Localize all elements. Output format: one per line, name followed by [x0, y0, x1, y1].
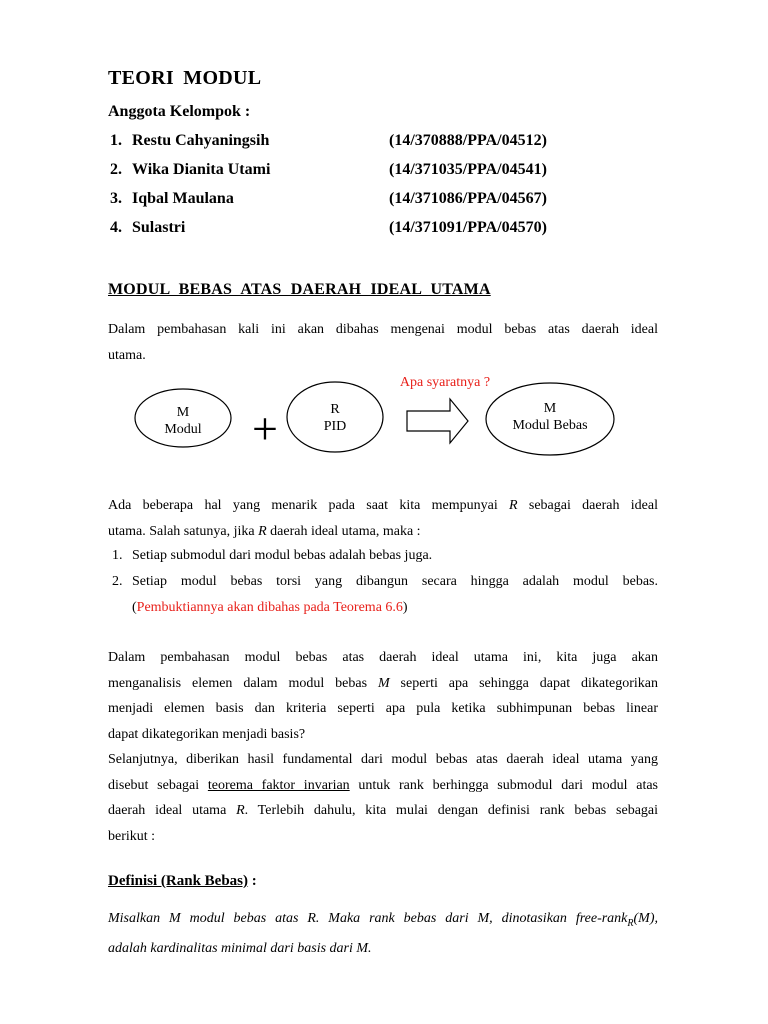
proof-reference: Pembuktiannya akan dibahas pada Teorema 6.6 [136, 599, 403, 615]
text-line [108, 493, 658, 519]
text-line: menjadi elemen basis dan kriteria seperti apa pula ketika subhimpunan bebas linear [108, 701, 658, 716]
member-number: 2. [110, 161, 122, 178]
ellipse-line: M [543, 401, 557, 416]
ellipse-line: PID [323, 419, 347, 434]
text-run: untuk rank berhingga submodul dari modul atas [349, 777, 658, 793]
text-line [132, 595, 658, 621]
text-run: daerah ideal utama, maka : [266, 523, 421, 539]
text-line [108, 906, 658, 936]
text-line [108, 671, 658, 697]
ellipse-line: Modul [164, 422, 202, 437]
text-run: (M), [633, 911, 658, 926]
math-symbol: M [377, 675, 390, 691]
member-number: 3. [110, 190, 122, 207]
member-row [108, 190, 578, 212]
list-text: Setiap submodul dari modul bebas adalah bebas juga. [132, 548, 433, 563]
member-name: Sulastri [132, 219, 186, 236]
member-name: Wika Dianita Utami [132, 161, 271, 178]
section-title: MODUL BEBAS ATAS DAERAH IDEAL UTAMA [108, 281, 491, 298]
text-line [108, 773, 658, 799]
text-line: Dalam pembahasan modul bebas atas daerah ideal utama ini, kita juga akan [108, 650, 658, 665]
subscript: R [627, 917, 634, 929]
text-line [108, 798, 658, 824]
list-text [132, 569, 658, 620]
text-run: ( [132, 599, 137, 615]
diagram-question: Apa syaratnya ? [399, 375, 491, 390]
plus-sign: + [252, 403, 278, 454]
text-line: dapat dikategorikan menjadi basis? [108, 726, 306, 742]
math-symbol: R [509, 498, 518, 513]
page-title: TEORI MODUL [108, 67, 262, 89]
list-item [108, 569, 658, 621]
ellipse-pid-label [303, 401, 367, 435]
text-run: seperti apa sehingga dapat dikategorikan [389, 675, 658, 691]
member-number: 1. [110, 132, 122, 149]
member-id: (14/370888/PPA/04512) [389, 132, 547, 149]
member-id: (14/371086/PPA/04567) [389, 190, 547, 207]
math-symbol: R [258, 523, 267, 539]
definition-title-text: Definisi (Rank Bebas) [108, 873, 249, 889]
text-run: daerah ideal utama [108, 803, 237, 818]
text-run: Misalkan M modul bebas atas R. Maka rank bebas dari M, dinotasikan free-rank [108, 911, 628, 926]
list-item [108, 543, 658, 569]
module-diagram [0, 370, 768, 460]
arrow-right-icon [407, 399, 468, 443]
list-number: 2. [112, 574, 123, 589]
member-row [108, 161, 578, 183]
definition-title [108, 873, 257, 890]
text-run: disebut sebagai [108, 777, 208, 793]
text-line: Dalam pembahasan kali ini akan dibahas mengenai modul bebas atas daerah ideal [108, 322, 658, 337]
member-name: Restu Cahyaningsih [132, 132, 270, 149]
list-number: 1. [112, 548, 123, 563]
text-run: menganalisis elemen dalam modul bebas [108, 675, 378, 691]
text-line: Setiap modul bebas torsi yang dibangun secara hingga adalah modul bebas. [132, 574, 658, 589]
ellipse-line: Modul Bebas [512, 418, 588, 433]
member-row [108, 219, 578, 241]
intro-paragraph [108, 317, 658, 368]
paragraph-pid [108, 493, 658, 544]
text-run: sebagai daerah ideal [517, 498, 658, 513]
text-line: utama. [108, 347, 146, 363]
member-name: Iqbal Maulana [132, 190, 234, 207]
text-line: Selanjutnya, diberikan hasil fundamental dari modul bebas atas daerah ideal utama yang [108, 752, 658, 767]
text-line: adalah kardinalitas minimal dari basis dari M. [108, 941, 372, 957]
text-line [108, 519, 658, 545]
text-line: berikut : [108, 828, 156, 844]
text-run: Ada beberapa hal yang menarik pada saat kita mempunyai [108, 498, 510, 513]
text-run: : [248, 873, 257, 889]
ellipse-module-label [150, 404, 216, 438]
text-run: ) [402, 599, 408, 615]
text-run: utama. Salah satunya, jika [108, 523, 259, 539]
member-row [108, 132, 578, 154]
paragraph-analysis [108, 645, 658, 849]
member-number: 4. [110, 219, 122, 236]
definition-body [108, 906, 658, 962]
ellipse-line: R [330, 402, 340, 417]
ellipse-line: M [176, 405, 190, 420]
members-label: Anggota Kelompok : [108, 103, 251, 120]
member-id: (14/371035/PPA/04541) [389, 161, 547, 178]
member-id: (14/371091/PPA/04570) [389, 219, 547, 236]
ellipse-free-module-label [496, 400, 604, 434]
theorem-name: teorema faktor invarian [207, 777, 350, 793]
math-symbol: R [236, 803, 245, 818]
text-run: . Terlebih dahulu, kita mulai dengan definisi rank bebas sebagai [244, 803, 659, 818]
